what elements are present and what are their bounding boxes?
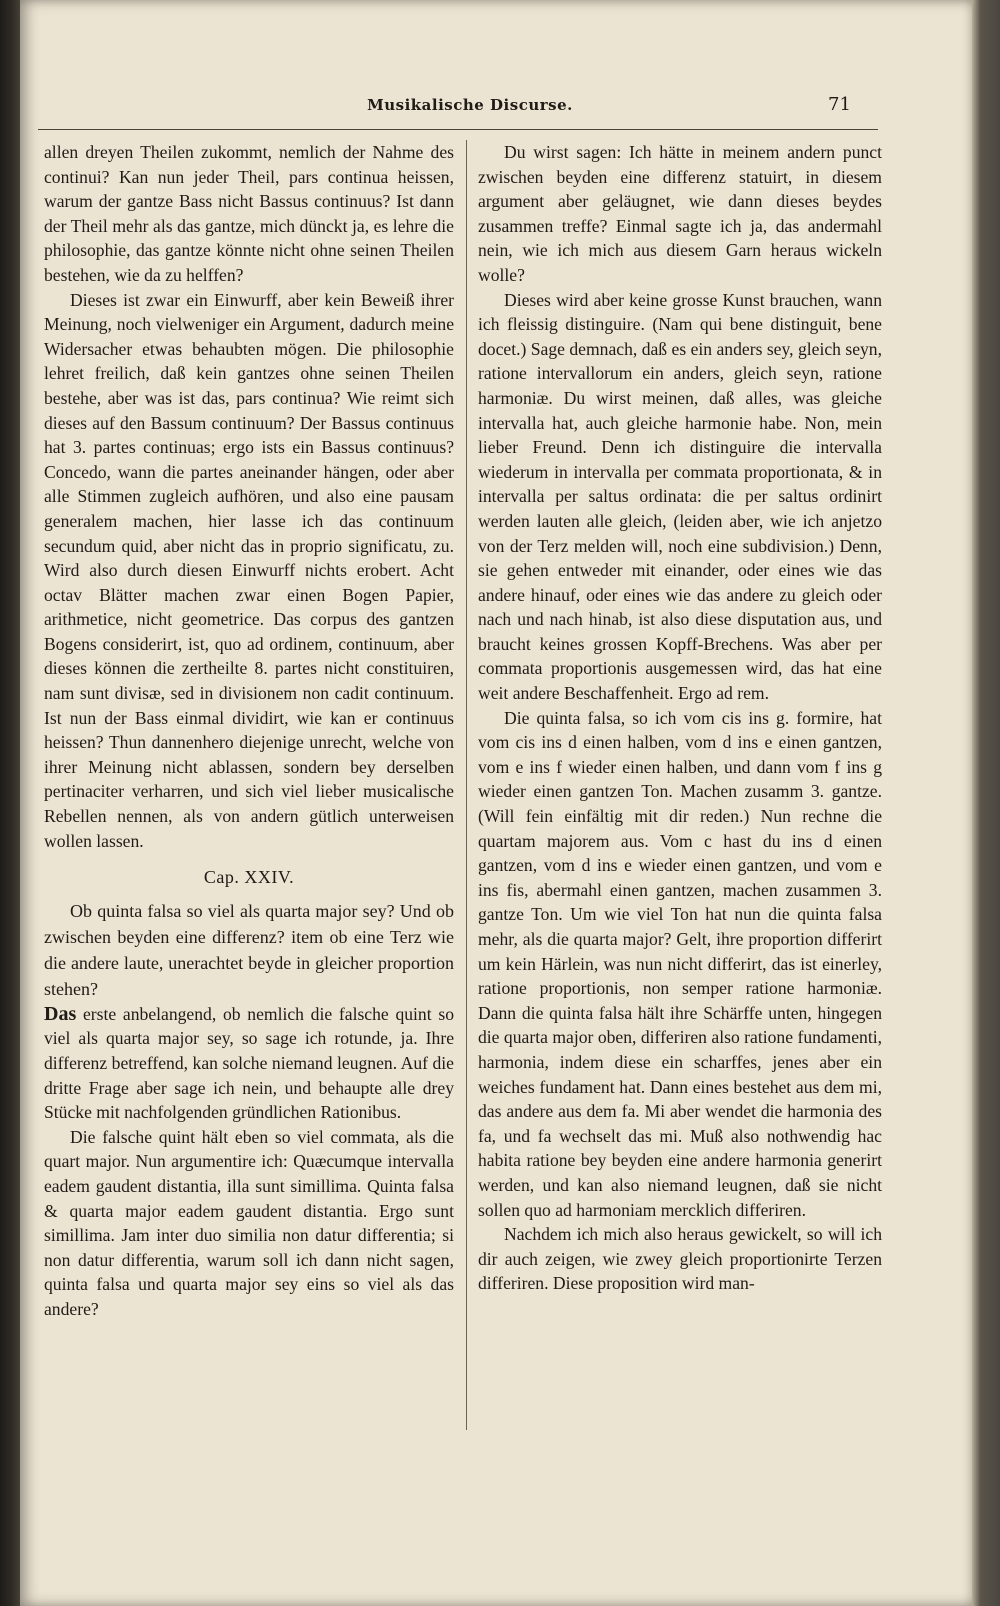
chapter-heading: Cap. XXIV. (203, 867, 295, 888)
left-paragraph-2: Dieses ist zwar ein Einwurff, aber kein Beweiß ihrer Meinung, noch vielweniger ein Argument, dadurch meine Widersacher etwas behaubten mögen. Die philosophie lehret freilich, daß kein gantzes ohne seinen Theilen bestehe, aber was ist das, pars continua? Wie reimt sich dieses auf den Bassum continuum? Der Bassus continuus hat 3. partes continuas; ergo ists ein Bassus continuus? Concedo, wann die partes aneinander hängen, oder aber alle Stimmen zugleich aufhören, und also eine pausam generalem machen, hier lasse ich das continuum secundum quid, aber nicht das in proprio significatu, zu. Wird also durch diesen Einwurff nichts erobert. Acht octav Blätter machen zwar einen Bogen Papier, arithmetice, nicht geometrice. Das corpus des gantzen Bogens considerirt, ist, quo ad ordinem, continuum, aber dieses können die zertheilte 8. partes nicht constituiren, nam sunt divisæ, sed in divisionem non cadit continuum. Ist nun der Bass einmal dividirt, wie kan er continuus heissen? Thun dannenhero diejenige unrecht, welche von ihrer Meinung nicht ablassen, sondern bey derselben pertinaciter verharren, und sich viel lieber musicalische Rebellen nennen, als von andern gütlich unterweisen wollen lassen. (44, 289, 454, 851)
initial-word: Das (44, 1002, 77, 1025)
right-paragraph-3: Die quinta falsa, so ich vom cis ins g. formire, hat vom cis ins d einen halben, vom d ins e einen gantzen, vom e ins f wieder einen halben, und dann vom f ins g wieder einen gantzen Ton. Machen zusamm 3. gantze. (Will fein einfältig mit dir reden.) Nun rechne die quartam majorem aus. Vom c hast du ins d einen gantzen, vom d ins e wieder einen gantzen, und vom e ins fis, abermahl einen gantzen, machen zusammen 3. gantze Ton. Um wie viel Ton hat nun die quinta falsa mehr, als die quarta major? Gelt, ihre proportion differirt um kein Härlein, was nun nicht differirt, das ist einerley, ratione proportionis, non semper ratione harmoniæ. Dann die quinta falsa hält ihre Schärffe unten, hingegen die quarta major oben, differiren also ratione fundamenti, harmonia, indem diese ein scharffes, jenes aber ein weiches fundament hat. Dann eines bestehet aus dem mi, das andere aus dem fa. Mi aber wendet die harmonia des fa, und fa wechselt das mi. Muß also nothwendig hac habita ratione bey beyden eine andere harmonia generirt werden, und kan also niemand leugnen, daß sie nicht sollen quo ad harmoniam mercklich differiren. (478, 707, 882, 1220)
page-number: 71 (828, 94, 851, 115)
header-rule (38, 129, 878, 130)
left-paragraph-4: Die falsche quint hält eben so viel commata, als die quart major. Nun argumentire ich: Quæcumque intervalla eadem gaudent distantia, illa sunt simillima. Quinta falsa & quarta major eadem gaudent distantia. Ergo sunt simillima. Jam inter duo similia non datur differentia; si non datur differentia, warum soll ich dann nicht sagen, quinta falsa und quarta major sey eins so viel als das andere? (44, 1126, 454, 1319)
page-header (20, 96, 972, 126)
right-paragraph-4: Nachdem ich mich also heraus gewickelt, so will ich dir auch zeigen, wie zwey gleich proportionirte Terzen differiren. Diese proposition wird man- (478, 1224, 882, 1294)
left-paragraph-3 (44, 1002, 454, 1125)
right-paragraph-2: Dieses wird aber keine grosse Kunst brauchen, wann ich fleissig distinguire. (Nam qui bene distinguit, bene docet.) Sage demnach, daß es ein anders sey, gleich seyn, ratione intervallorum ein anders, gleich seyn, ratione harmoniæ. Du wirst meinen, daß alles, was gleiche intervalla hat, auch gleiche harmonie habe. Non, mein lieber Freund. Denn ich distinguire die intervalla wiederum in intervalla per commata proportionata, & in intervalla per saltus ordinata: die per saltus ordinirt werden lauten alle gleich, (leiden aber, wie ich anjetzo von der Terz melden will, noch eine subdivision.) Denn, sie gehen entweder mit einander, oder eines wie das andere hinauf, oder eines wie das andere zu gleich oder nach und nach hinab, ist also diese disputation aus, und braucht keines grossen Kopff-Brechens. Was aber per commata proportionis ausgemessen wird, das hat eine weit andere Beschaffenheit. Ergo ad rem. (478, 289, 882, 704)
right-paragraph-1: Du wirst sagen: Ich hätte in meinem andern punct zwischen beyden eine differenz statuirt, in diesem argument aber geläugnet, wie dann dieses beydes zusammen treffe? Einmal sagte ich ja, das andermahl nein, wie ich mich aus diesem Garn heraus wickeln wolle? (478, 142, 882, 285)
page-edge (972, 0, 1000, 1606)
left-column (44, 140, 454, 1322)
right-column (478, 140, 882, 1296)
left-paragraph-3-text: erste anbelangend, ob nemlich die falsche quint so viel als quarta major sey, so sage ich rotunde, ja. Ihre differenz betreffend, kan solche niemand leugnen. Auf die dritte Frage aber sage ich nein, und behaupte alle drey Stücke mit nachfolgenden gründlichen Rationibus. (44, 1003, 454, 1123)
left-paragraph-1: allen dreyen Theilen zukommt, nemlich der Nahme des continui? Kan nun jeder Theil, pars continua heissen, warum der gantze Bass nicht Bassus continuus? Ist dann der Theil mehr als das gantze, mich dünckt ja, es lehre die philosophie, das gantze könnte nicht ohne seinen Theilen bestehen, wie da zu helffen? (44, 142, 454, 285)
book-binding (0, 0, 22, 1606)
book-page (20, 0, 972, 1606)
running-title: Musikalische Discurse. (367, 96, 573, 114)
chapter-question: Ob quinta falsa so viel als quarta major sey? Und ob zwischen beyden eine differenz? item ob eine Terz wie die andere laute, unerachtet beyde in gleicher proportion stehen? (44, 900, 454, 999)
column-divider (466, 140, 467, 1430)
